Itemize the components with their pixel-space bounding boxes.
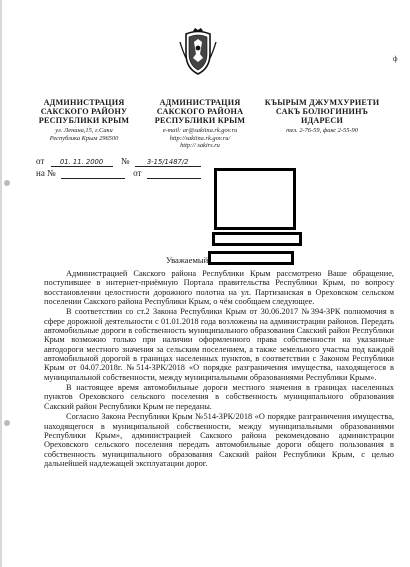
header-center-url: http:// sakirs.ru — [180, 142, 220, 150]
header-center-email: e-mail: ar@sakiina.rk.gov.ru — [162, 127, 238, 134]
from-label: от — [36, 156, 45, 166]
body-paragraph: Администрацией Сакского района Республики Крым рассмотрено Ваше обращение, поступившее в интернет-приёмную Портала правительства Республики Крым, по вопросу восстановлении целостности дорожного полотна на ул. Партизанская в Ореховском сельском поселении Сакского района Республики Крым, о чём сообщаем следующее. — [44, 269, 394, 307]
redacted-addressee-line — [212, 232, 302, 246]
number-field — [135, 156, 201, 167]
date-field — [51, 156, 113, 167]
outgoing-ref-row — [36, 156, 201, 167]
ref-date-field — [147, 168, 201, 179]
header-center-org-line: РЕСПУБЛИКИ КРЫМ — [154, 116, 246, 125]
punch-hole — [4, 420, 10, 426]
header-left-address: Республика Крым 296500 — [49, 134, 119, 142]
header-center — [150, 98, 250, 150]
body-paragraph: В настоящее время автомобильные дороги местного значения в границах населенных пунктов Ореховского сельского поселения в собственность муниципального образования Сакский район Республики Крым не переданы. — [44, 383, 394, 411]
redacted-recipient-name — [208, 251, 294, 265]
header-left-org-line: РЕСПУБЛИКИ КРЫМ — [38, 116, 130, 125]
number-label: № — [120, 156, 130, 166]
header-left — [36, 98, 132, 142]
header-right — [262, 98, 382, 135]
number-value: 3-15/1487/2 — [146, 158, 189, 166]
incoming-ref-row — [36, 168, 201, 179]
header-right-phone: тел. 2-76-59, факс 2-55-90 — [286, 127, 358, 134]
header-left-address: ул. Ленина,15, г.Саки — [55, 127, 113, 134]
header-left-org-line: АДМИНИСТРАЦИЯ — [43, 98, 125, 107]
header-center-url: http://sakiina.rk.gov.ru/ — [169, 134, 231, 142]
body-paragraph: В соответствии со ст.2 Закона Республики Крым от 30.06.2017 №394-ЗРК полномочия в сфере дорожной деятельности с 01.01.2018 года возложены на администрации районов. Передать автомобильные дороги в собственность муниципального образования Сакский район Республики Крым возможно только при наличии оформленного права собственности на указанные автодороги местного значения за сельским поселением, а также земельного участка под каждой автомобильной дорогой в границах населенных пунктов, в соответствии с Законом Республики Крым от 04.07.2018г. №514-ЗРК/2018 «О порядке разграничения имущества, находящегося в муниципальной собственности, между муниципальными образованиями Республики Крым». — [44, 307, 394, 382]
scan-edge — [0, 0, 2, 567]
header-center-org-line: САКСКОГО РАЙОНА — [156, 107, 244, 116]
ref-number-field — [61, 168, 125, 179]
header-right-org-line: ИДАРЕСИ — [300, 116, 344, 125]
header-right-org-line: САКЪ БОЛЮГИНИНЪ — [275, 107, 369, 116]
body-paragraph: Согласно Закона Республики Крым №514-ЗРК/2018 «О порядке разграничения имущества, находящегося в муниципальной собственности, между муниципальными образованиями Республики Крым», администрацией Сакского района рекомендовано администрации Ореховского сельского поселения передать автомобильные дороги общего пользования в собственность муниципального образования Сакский район Республики Крым, с целью дальнейшей надлежащей эксплуатации дорог. — [44, 412, 394, 468]
date-value: 01. 11. 2000 — [59, 158, 104, 166]
coat-of-arms-emblem — [178, 28, 218, 76]
ref-from-label: от — [133, 168, 142, 178]
corner-mark: ф — [393, 55, 398, 63]
letter-body — [44, 269, 394, 468]
punch-hole — [4, 180, 10, 186]
greeting: Уважаемый — [166, 255, 209, 265]
header-left-org-line: САКСКОГО РАЙОНУ — [40, 107, 128, 116]
redacted-addressee-block — [214, 168, 296, 230]
header-center-org-line: АДМИНИСТРАЦИЯ — [159, 98, 241, 107]
ref-label: на № — [36, 168, 56, 178]
header-right-org-line: КЪЫРЫМ ДЖУМХУРИЕТИ — [264, 98, 380, 107]
